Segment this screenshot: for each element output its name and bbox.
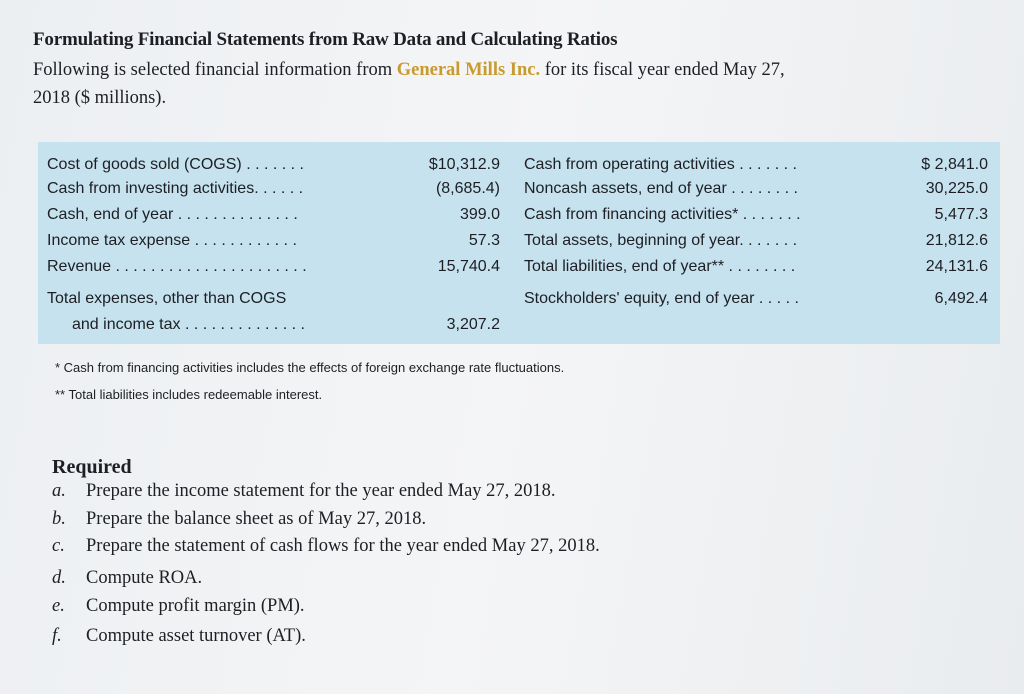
row-label: Cash from financing activities* . . . . . . . — [524, 206, 801, 223]
required-item — [52, 481, 556, 502]
intro-text: Following is selected financial information from — [33, 60, 397, 80]
row-value: 5,477.3 — [934, 206, 988, 223]
row-value: 6,492.4 — [934, 290, 988, 307]
item-text: Compute profit margin (PM). — [86, 596, 305, 616]
footnote-financing: * Cash from financing activities includes the effects of foreign exchange rate fluctuations. — [55, 360, 565, 375]
row-label: Total expenses, other than COGS — [47, 290, 287, 307]
row-label: Total liabilities, end of year** . . . . . . . . — [524, 258, 796, 275]
row-value: 57.3 — [468, 232, 500, 249]
item-letter: a. — [52, 481, 66, 501]
required-item — [52, 536, 600, 557]
row-value: $10,312.9 — [428, 156, 500, 173]
row-label: Income tax expense . . . . . . . . . . . . — [47, 232, 297, 249]
row-label: Total assets, beginning of year. . . . . . . — [524, 232, 798, 249]
row-label: Revenue . . . . . . . . . . . . . . . . . . . . . . — [47, 258, 307, 275]
row-label: Noncash assets, end of year . . . . . . . . — [524, 180, 798, 197]
required-item — [52, 568, 202, 589]
company-name: General Mills Inc. — [396, 60, 541, 80]
row-label: Cost of goods sold (COGS) . . . . . . . — [47, 156, 304, 173]
footnote-liabilities: ** Total liabilities includes redeemable interest. — [55, 387, 323, 402]
required-heading: Required — [52, 456, 132, 478]
row-value: 15,740.4 — [437, 258, 500, 275]
item-text: Prepare the income statement for the year ended May 27, 2018. — [86, 481, 556, 501]
item-text: Prepare the balance sheet as of May 27, 2018. — [86, 509, 427, 529]
item-letter: b. — [52, 509, 66, 529]
item-text: Compute asset turnover (AT). — [86, 626, 306, 646]
required-item — [52, 509, 426, 530]
required-item — [52, 596, 305, 617]
item-text: Prepare the statement of cash flows for the year ended May 27, 2018. — [86, 536, 600, 556]
intro-line-1 — [33, 60, 785, 81]
required-item — [52, 626, 306, 647]
item-text: Compute ROA. — [86, 568, 203, 588]
row-value: 21,812.6 — [925, 232, 988, 249]
row-value: $ 2,841.0 — [921, 156, 988, 173]
item-letter: d. — [52, 568, 66, 588]
item-letter: c. — [52, 536, 65, 556]
row-label: Cash, end of year . . . . . . . . . . . . . . — [47, 206, 298, 223]
row-value: 24,131.6 — [925, 258, 988, 275]
item-letter: f. — [52, 626, 62, 646]
row-value: (8,685.4) — [435, 180, 500, 197]
problem-title: Formulating Financial Statements from Raw Data and Calculating Ratios — [33, 29, 618, 50]
row-value: 3,207.2 — [446, 316, 500, 333]
row-label: and income tax . . . . . . . . . . . . . . — [72, 316, 305, 333]
row-label: Stockholders' equity, end of year . . . . . — [524, 290, 799, 307]
intro-text-after: for its fiscal year ended May 27, — [540, 60, 785, 80]
row-label: Cash from operating activities . . . . . . . — [524, 156, 797, 173]
row-value: 399.0 — [459, 206, 500, 223]
row-label: Cash from investing activities. . . . . . — [47, 180, 304, 197]
row-value: 30,225.0 — [925, 180, 988, 197]
item-letter: e. — [52, 596, 65, 616]
intro-line-2: 2018 ($ millions). — [33, 88, 167, 108]
